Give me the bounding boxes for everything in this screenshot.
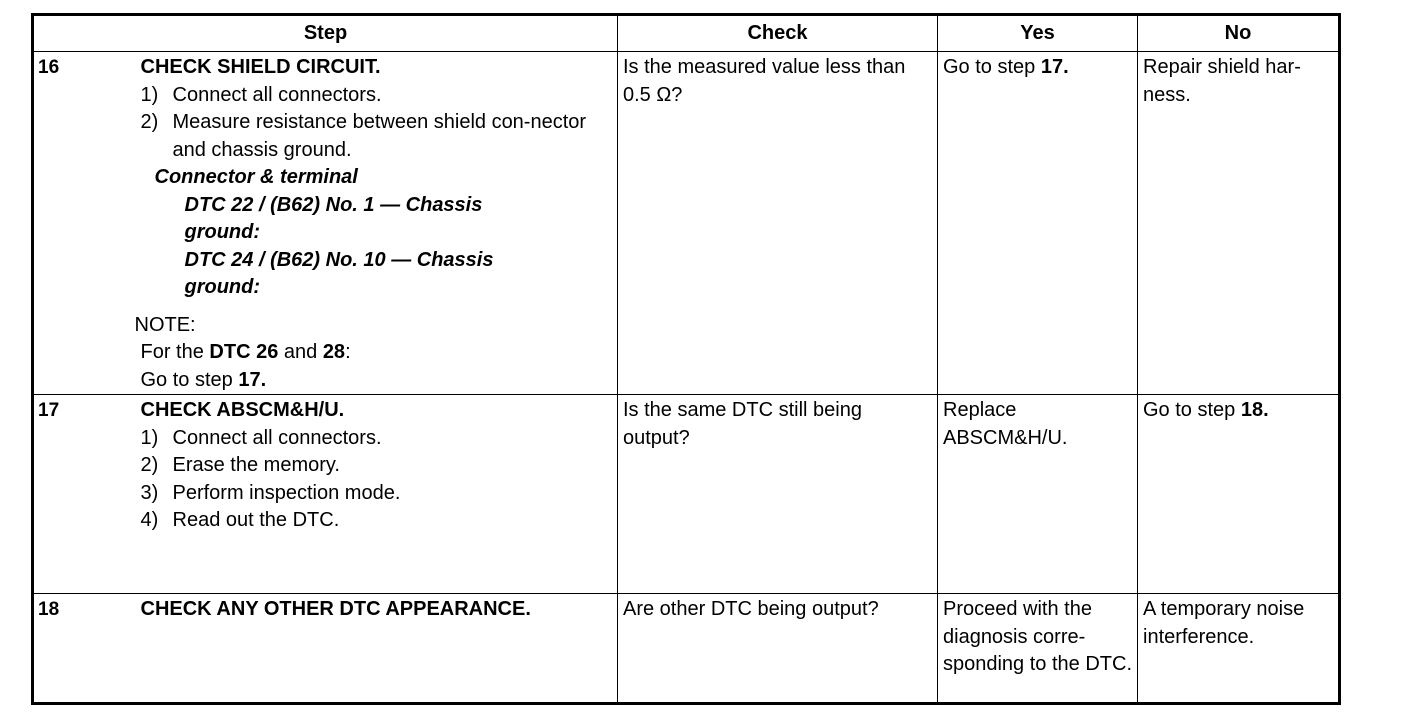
- list-item: 3) Perform inspection mode.: [140, 481, 401, 504]
- step-detail: [141, 594, 618, 704]
- header-check: Check: [618, 15, 938, 52]
- step-title: CHECK ANY OTHER DTC APPEARANCE.: [140, 598, 531, 620]
- note-goto: Go to step 17.: [140, 368, 267, 391]
- table-row: [33, 594, 1340, 704]
- connector-item: DTC 22 / (B62) No. 1 — Chassis ground:: [184, 193, 483, 243]
- no-cell: Go to step 18.: [1138, 395, 1340, 594]
- step-number: 17: [33, 395, 141, 594]
- note-label: NOTE:: [134, 313, 196, 336]
- table-row: [33, 395, 1340, 594]
- step-number: 16: [33, 52, 141, 395]
- step-detail: [141, 395, 618, 594]
- procedure-list: [141, 425, 614, 535]
- yes-cell: Go to step 17.: [938, 52, 1138, 395]
- check-cell: Are other DTC being output?: [618, 594, 938, 704]
- no-cell: Repair shield har-ness.: [1138, 52, 1340, 395]
- header-yes: Yes: [938, 15, 1138, 52]
- list-item: 4) Read out the DTC.: [140, 509, 340, 531]
- note: [135, 312, 614, 395]
- yes-cell: Proceed with the diagnosis corre-sponding to the DTC.: [938, 594, 1138, 704]
- procedure-list: [141, 82, 614, 165]
- connector-title: Connector & terminal: [154, 166, 358, 188]
- connector-item: DTC 24 / (B62) No. 10 — Chassis ground:: [184, 248, 494, 298]
- header-no: No: [1138, 15, 1340, 52]
- step-number: 18: [33, 594, 141, 704]
- yes-cell: Replace ABSCM&H/U.: [938, 395, 1138, 594]
- list-item: 1) Connect all connectors.: [140, 426, 382, 449]
- step-title: CHECK ABSCM&H/U.: [140, 399, 345, 421]
- table-row: [33, 52, 1340, 395]
- note-text: For the DTC 26 and 28:: [140, 341, 351, 363]
- header-row: [33, 15, 1340, 52]
- no-cell: A temporary noise interference.: [1138, 594, 1340, 704]
- check-cell: Is the measured value less than 0.5 Ω?: [618, 52, 938, 395]
- list-item: 2) Measure resistance between shield con-nector and chassis ground.: [140, 111, 587, 161]
- check-cell: Is the same DTC still being output?: [618, 395, 938, 594]
- list-item: 1) Connect all connectors.: [140, 83, 382, 106]
- header-step: Step: [33, 15, 618, 52]
- diagnostic-table: [31, 13, 1341, 705]
- step-title: CHECK SHIELD CIRCUIT.: [140, 56, 381, 78]
- list-item: 2) Erase the memory.: [140, 454, 340, 476]
- step-detail: [134, 52, 618, 395]
